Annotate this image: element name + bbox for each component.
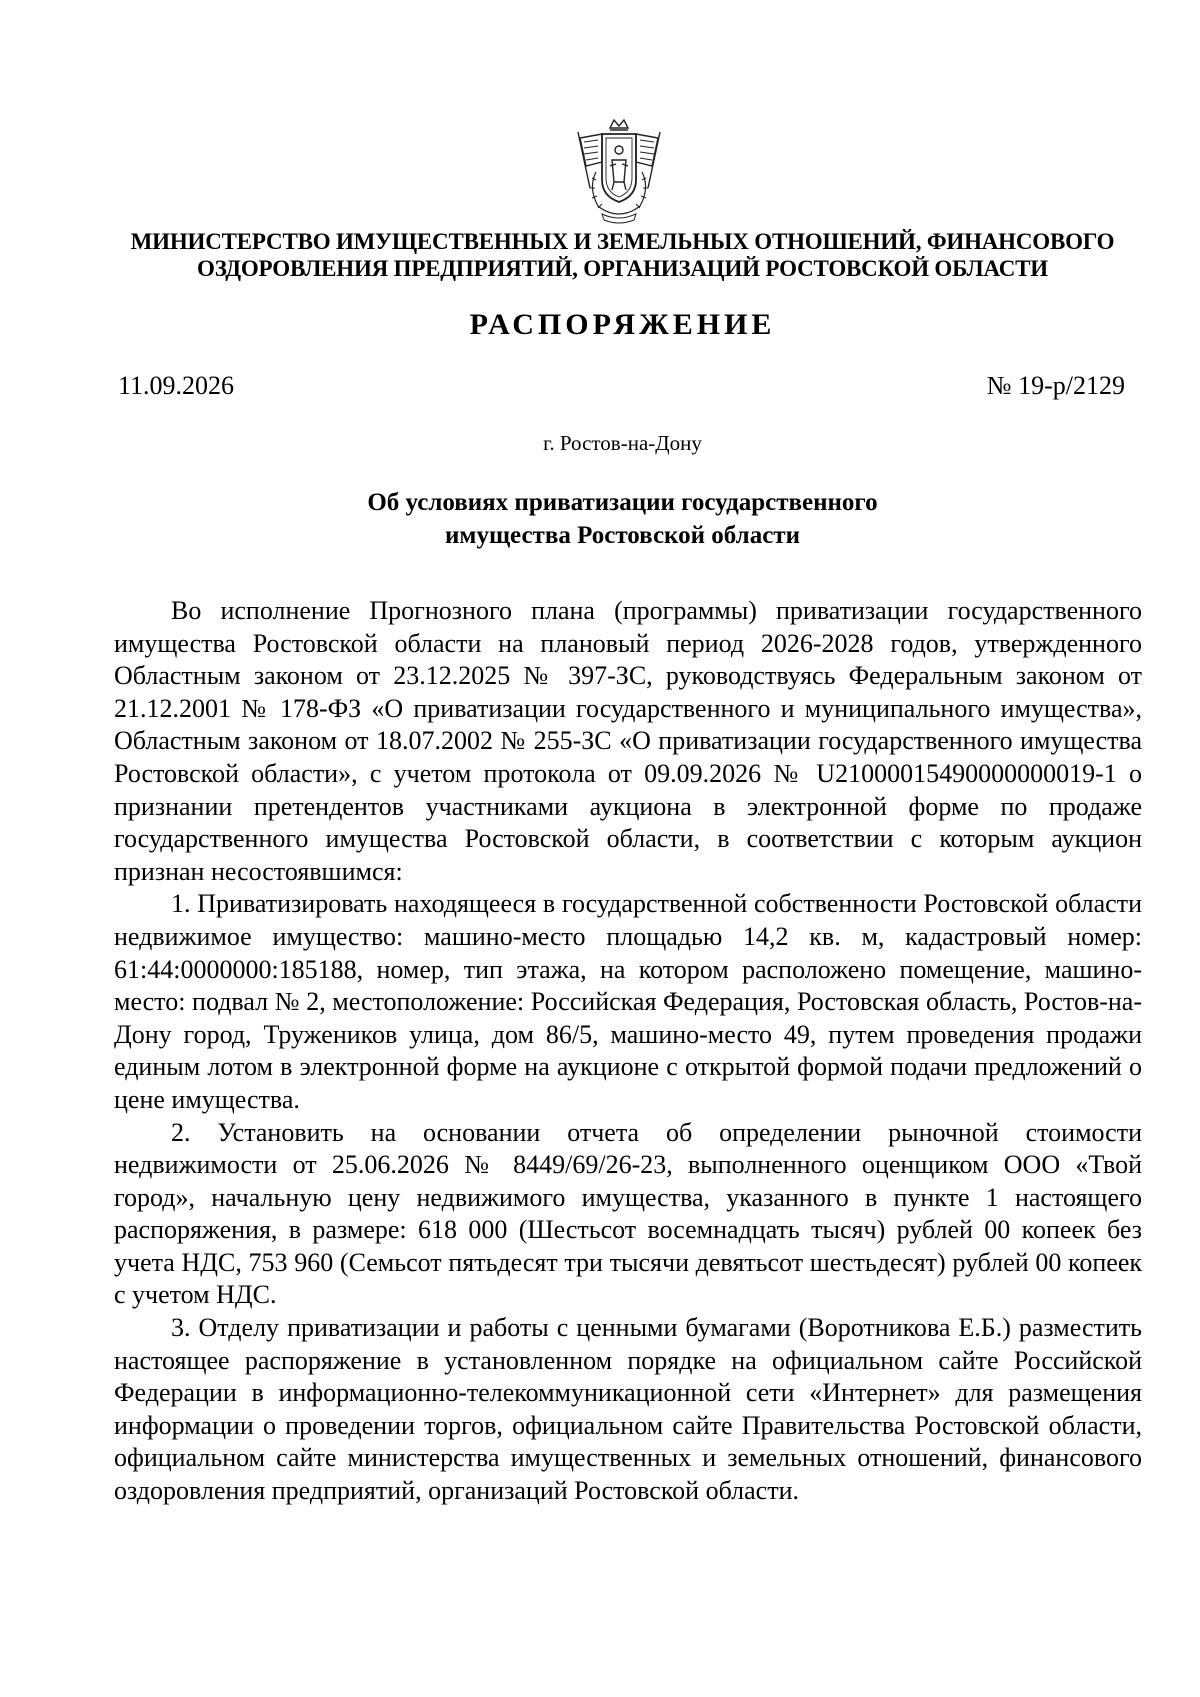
ministry-name-line-2: ОЗДОРОВЛЕНИЯ ПРЕДПРИЯТИЙ, ОРГАНИЗАЦИЙ РОСТОВСКОЙ ОБЛАСТИ bbox=[197, 256, 1048, 281]
clause-1-paragraph: 1. Приватизировать находящееся в государственной собственности Ростовской области недвижимое имущество: машино-место площадью 14,2 кв. м, кадастровый номер: 61:44:0000000:185188, номер, тип этажа, на котором расположено помещение, машино-место: подвал № 2, местоположение: Российская Федерация, Ростовская область, Ростов-на-Дону город, Тружеников улица, дом 86/5, машино-место 49, путем проведения продажи единым лотом в электронной форме на аукционе с открытой формой подачи предложений о цене имущества. bbox=[114, 889, 1142, 1114]
ministry-name-line-1: МИНИСТЕРСТВО ИМУЩЕСТВЕННЫХ И ЗЕМЕЛЬНЫХ ОТНОШЕНИЙ, ФИНАНСОВОГО bbox=[130, 229, 1115, 254]
subject-line-1: Об условиях приватизации государственного bbox=[367, 489, 878, 516]
clause-3-paragraph: 3. Отделу приватизации и работы с ценными бумагами (Воротникова Е.Б.) разместить настоящее распоряжение в установленном порядке на официальном сайте Российской Федерации в информационно-телекоммуникационной сети «Интернет» для размещения информации о проведении торгов, официальном сайте Правительства Ростовской области, официальном сайте министерства имущественных и земельных отношений, финансового оздоровления предприятий, организаций Ростовской области. bbox=[114, 1313, 1142, 1506]
document-date: 11.09.2026 bbox=[118, 371, 235, 400]
document-city: г. Ростов-на-Дону bbox=[543, 431, 702, 455]
document-body bbox=[114, 595, 1142, 1508]
document-type-title: РАСПОРЯЖЕНИЕ bbox=[469, 308, 776, 341]
preamble-paragraph: Во исполнение Прогнозного плана (программы) приватизации государственного имущества Ростовской области на плановый период 2026-2028 годов, утвержденного Областным законом от 23.12.2025 № 397-ЗС, руководствуясь Федеральным законом от 21.12.2001 № 178-ФЗ «О приватизации государственного и муниципального имущества», Областным законом от 18.07.2002 № 255-ЗС «О приватизации государственного имущества Ростовской области», с учетом протокола от 09.09.2026 № U21000015490000000019-1 о признании претендентов участниками аукциона в электронной форме по продаже государственного имущества Ростовской области, в соответствии с которым аукцион признан несостоявшимся: bbox=[114, 596, 1142, 886]
coat-of-arms-icon bbox=[572, 118, 666, 226]
document-number: № 19-р/2129 bbox=[986, 371, 1125, 400]
document-subject bbox=[100, 486, 1145, 552]
ministry-name bbox=[100, 228, 1145, 282]
clause-2-paragraph: 2. Установить на основании отчета об определении рыночной стоимости недвижимости от 25.06.2026 № 8449/69/26-23, выполненного оценщиком ООО «Твой город», начальную цену недвижимого имущества, указанного в пункте 1 настоящего распоряжения, в размере: 618 000 (Шестьсот восемнадцать тысяч) рублей 00 копеек без учета НДС, 753 960 (Семьсот пятьдесят три тысячи девятьсот шестьдесят) рублей 00 копеек с учетом НДС. bbox=[114, 1117, 1142, 1310]
subject-line-2: имущества Ростовской области bbox=[445, 522, 800, 549]
